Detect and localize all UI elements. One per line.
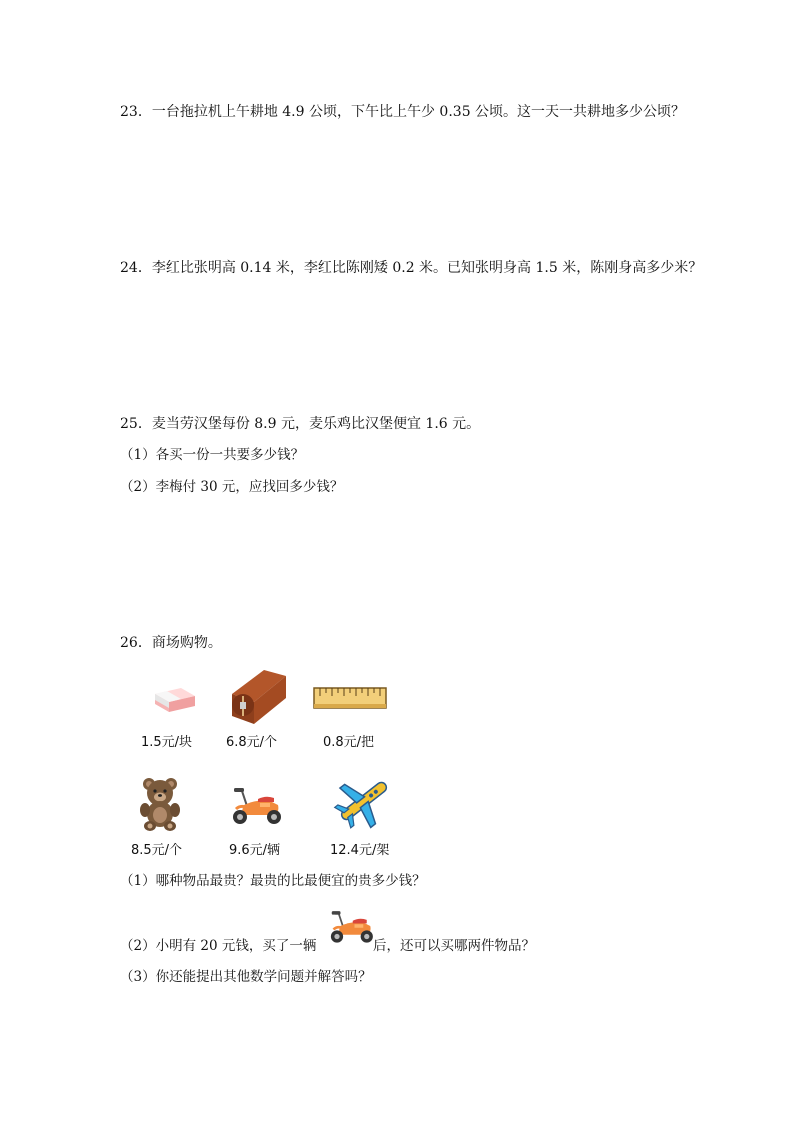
question-24: 24．李红比张明高 0.14 米，李红比陈刚矮 0.2 米。已知张明身高 1.5 米，陈刚身高多少米？ (120, 260, 703, 276)
item-eraser (128, 680, 218, 720)
scooter-icon (224, 783, 288, 827)
item-airplane (319, 772, 409, 830)
pencil-case-icon (214, 666, 290, 728)
price-teddy-bear: 8.5元/个 (131, 843, 183, 858)
item-teddy-bear (115, 776, 205, 832)
item-ruler (305, 684, 395, 714)
price-airplane: 12.4元/架 (330, 843, 390, 858)
price-scooter: 9.6元/辆 (229, 843, 281, 858)
question-26: 26．商场购物。 (120, 635, 222, 651)
price-ruler: 0.8元/把 (323, 735, 375, 750)
ruler-icon (310, 684, 390, 714)
teddy-bear-icon (130, 776, 190, 832)
price-pencil-case: 6.8元/个 (226, 735, 278, 750)
question-26-sub-1: （1）哪种物品最贵？最贵的比最便宜的贵多少钱？ (120, 873, 426, 889)
item-pencil-case (207, 666, 297, 728)
question-23: 23．一台拖拉机上午耕地 4.9 公顷，下午比上午少 0.35 公顷。这一天一共耕地多少公顷？ (120, 104, 686, 120)
question-26-sub-2-after: 后，还可以买哪两件物品？ (373, 938, 535, 954)
airplane-icon (333, 772, 395, 830)
question-25-sub-1: （1）各买一份一共要多少钱？ (120, 447, 305, 463)
price-eraser: 1.5元/块 (141, 735, 193, 750)
eraser-icon (143, 680, 203, 720)
question-25: 25．麦当劳汉堡每份 8.9 元，麦乐鸡比汉堡便宜 1.6 元。 (120, 416, 481, 432)
question-26-sub-2-before: （2）小明有 20 元钱，买了一辆 (120, 938, 317, 954)
scooter-inline-icon (323, 905, 379, 951)
question-26-sub-3: （3）你还能提出其他数学问题并解答吗？ (120, 969, 372, 985)
question-25-sub-2: （2）李梅付 30 元，应找回多少钱？ (120, 479, 344, 495)
item-scooter (211, 783, 301, 827)
